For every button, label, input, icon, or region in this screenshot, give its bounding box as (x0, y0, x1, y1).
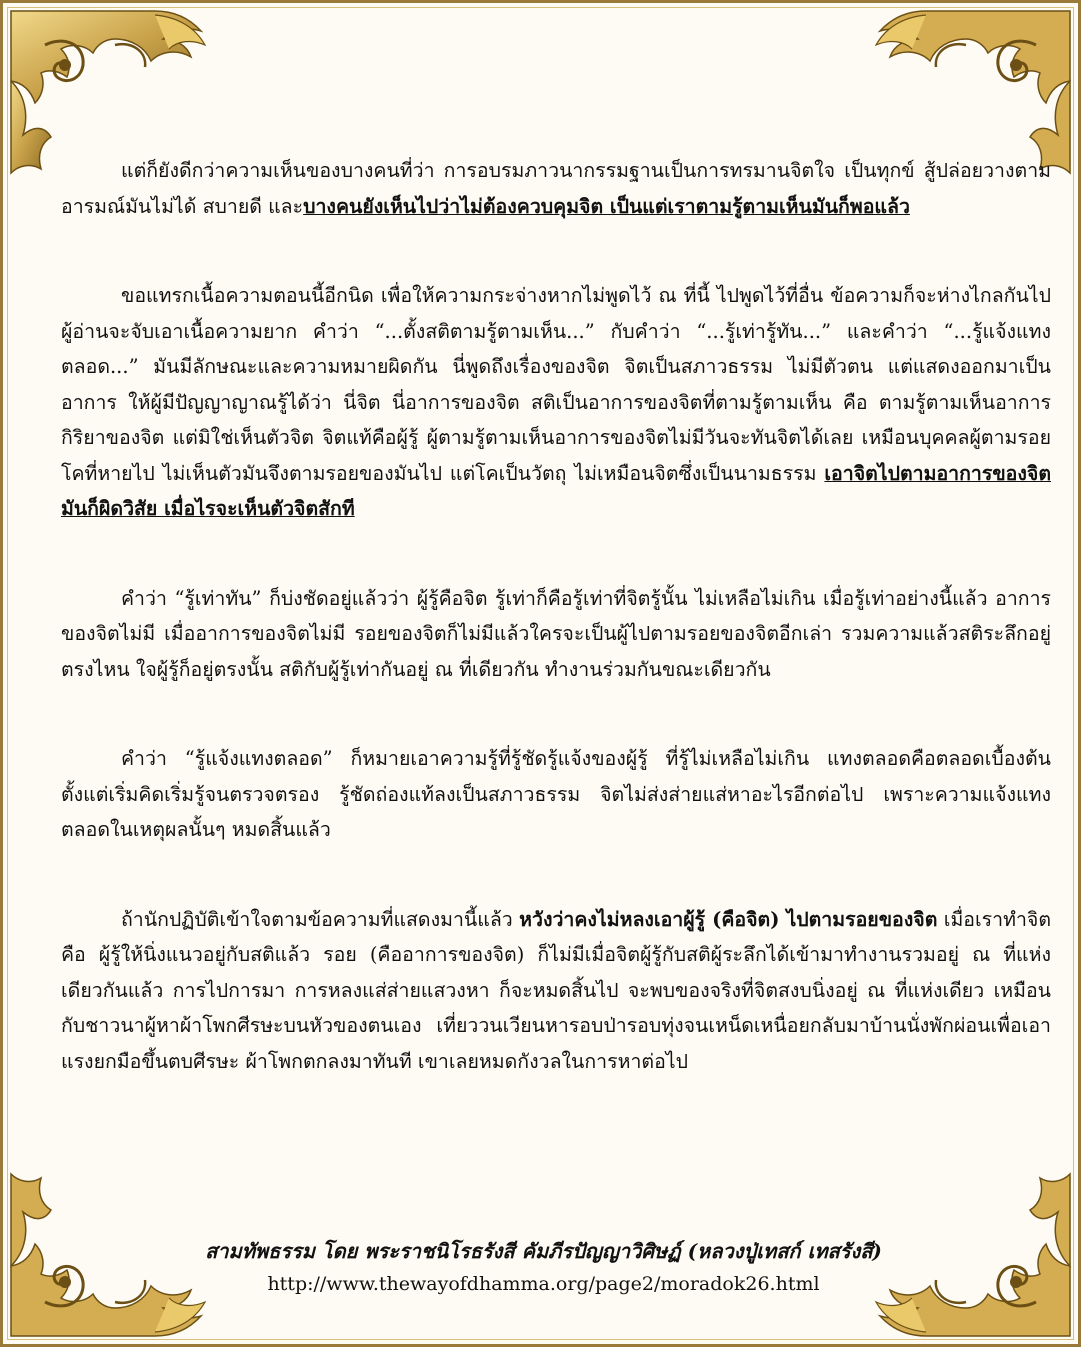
paragraph-5 (61, 902, 1051, 1080)
paragraph-2 (61, 278, 1051, 527)
paragraph-3 (61, 581, 1051, 688)
paragraph-2-text: ขอแทรกเนื้อความตอนนี้อีกนิด เพื่อให้ความกระจ่างหากไม่พูดไว้ ณ ที่นี้ ไปพูดไว้ที่อื่น ข้อความก็จะห่างไกลกันไป ผู้อ่านจะจับเอาเนื้อความยาก คำว่า “...ตั้งสติตามรู้ตามเห็น...” กับคำว่า “...รู้เท่ารู้ทัน...” และคำว่า “...รู้แจ้งแทงตลอด...” มันมีลักษณะและความหมายผิดกัน นี่พูดถึงเรื่องของจิต จิตเป็นสภาวธรรม ไม่มีตัวตน แต่แสดงออกมาเป็นอาการ ให้ผู้มีปัญญาญาณรู้ได้ว่า นี่จิต นี่อาการของจิต สติเป็นอาการของจิตที่ตามรู้ตามเห็น คือ ตามรู้ตามเห็นอาการกิริยาของจิต แต่มิใช่เห็นตัวจิต จิตแท้คือผู้รู้ ผู้ตามรู้ตามเห็นอาการของจิตไม่มีวันจะทันจิตได้เลย เหมือนบุคคลผู้ตามรอยโคที่หายไป ไม่เห็นตัวมันจึงตามรอยของมันไป แต่โคเป็นวัตถุ ไม่เหมือนจิตซึ่งเป็นนามธรรม (61, 284, 1051, 485)
paragraph-2-underlined: เอาจิตไปตามอาการของจิตมันก็ผิดวิสัย เมื่อไรจะเห็นตัวจิตสักที (61, 461, 1051, 520)
source-url[interactable]: http://www.thewayofdhamma.org/page2/moradok26.html (267, 1273, 820, 1295)
paragraph-4-text: คำว่า “รู้แจ้งแทงตลอด” ก็หมายเอาความรู้ที่รู้ชัดรู้แจ้งของผู้รู้ ที่รู้ไม่เหลือไม่เกิน แทงตลอดคือตลอดเบื้องต้นตั้งแต่เริ่มคิดเริ่มรู้จนตรวจตรอง รู้ชัดถ่องแท้ลงเป็นสภาวธรรม จิตไม่ส่งส่ายแส่หาอะไรอีกต่อไป เพราะความแจ้งแทงตลอดในเหตุผลนั้นๆ หมดสิ้นแล้ว (61, 747, 1051, 841)
source-credit: สามทัพธรรม โดย พระราชนิโรธรังสี คัมภีรปัญญาวิศิษฏ์ (หลวงปู่เทสก์ เทสรังสี) (205, 1239, 882, 1263)
paragraph-1-text: แต่ก็ยังดีกว่าความเห็นของบางคนที่ว่า การอบรมภาวนากรรมฐานเป็นการทรมานจิตใจ เป็นทุกข์ สู้ปล่อยวางตามอารมณ์มันไม่ได้ สบายดี และ (61, 159, 1051, 218)
paragraph-3-text: คำว่า “รู้เท่าทัน” ก็บ่งชัดอยู่แล้วว่า ผู้รู้คือจิต รู้เท่าก็คือรู้เท่าที่จิตรู้นั้น ไม่เหลือไม่เกิน เมื่อรู้เท่าอย่างนี้แล้ว อาการของจิตไม่มี เมื่ออาการของจิตไม่มี รอยของจิตก็ไม่มีแล้วใครจะเป็นผู้ไปตามรอยของจิตอีกเล่า รวมความแล้วสติระลึกอยู่ตรงไหน ใจผู้รู้ก็อยู่ตรงนั้น สติกับผู้รู้เท่ากันอยู่ ณ ที่เดียวกัน ทำงานร่วมกันขณะเดียวกัน (61, 586, 1051, 681)
paragraph-5-text: ถ้านักปฏิบัติเข้าใจตามข้อความที่แสดงมานี้แล้ว (121, 907, 520, 931)
paragraph-4 (61, 741, 1051, 848)
paragraph-5-bold: หวังว่าคงไม่หลงเอาผู้รู้ (คือจิต) ไปตามรอยของจิต (519, 907, 938, 931)
paragraph-5-text-end: เมื่อเราทำจิตคือ ผู้รู้ให้นิ่งแนวอยู่กับสติแล้ว รอย (คืออาการของจิต) ก็ไม่มีเมื่อจิตผู้รู้กับสติผู้ระลึกได้เข้ามาทำงานรวมอยู่ ณ ที่แห่งเดียวกันแล้ว การไปการมา การหลงแส่ส่ายแสวงหา ก็จะหมดสิ้นไป จะพบของจริงที่จิตสงบนิ่งอยู่ ณ ที่แห่งเดียว เหมือนกับชาวนาผู้หาผ้าโพกศีรษะบนหัวของตนเอง เที่ยววนเวียนหารอบป่ารอบทุ่งจนเหน็ดเหนื่อยกลับมาบ้านนั่งพักผ่อนเพื่อเอาแรงยกมือขึ้นตบศีรษะ ผ้าโพกตกลงมาทันที เขาเลยหมดกังวลในการหาต่อไป (61, 907, 1052, 1073)
paragraph-1-underlined: บางคนยังเห็นไปว่าไม่ต้องควบคุมจิต เป็นแต่เราตามรู้ตามเห็นมันก็พอแล้ว (303, 194, 910, 218)
document-body (61, 153, 1051, 1133)
paragraph-1 (61, 153, 1051, 224)
